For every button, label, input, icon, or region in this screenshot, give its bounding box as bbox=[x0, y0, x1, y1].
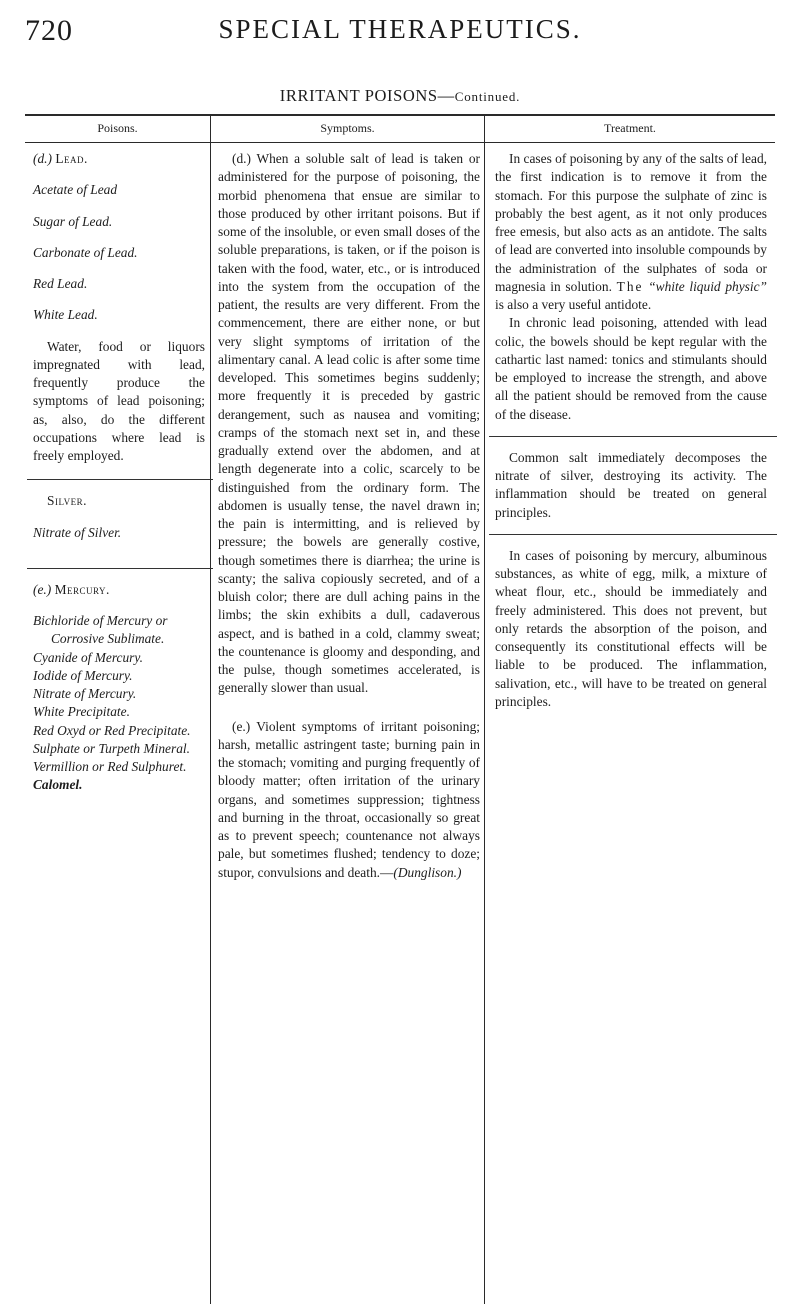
poison-item: Red Lead. bbox=[33, 276, 88, 291]
lead-treatment-acute bbox=[495, 150, 767, 314]
mercury-symptoms-source: (Dunglison.) bbox=[393, 864, 462, 880]
mercury-symptoms-text: (e.) Violent symptoms of irritant poisoning; harsh, metallic astringent taste; burning pain in the stomach; vomiting and purging frequently of bloody matter; often irritation of the urinary organs, and sometimes suppression; tightness and burning in the throat, occasionally so great as to prevent speech; countenance not always pale, but sometimes flushed; tendency to doze; stupor, convulsions and death.— bbox=[218, 718, 480, 880]
mercury-heading bbox=[33, 581, 205, 599]
column-divider-1 bbox=[210, 114, 211, 1304]
silver-mercury-divider bbox=[27, 568, 213, 569]
running-title: SPECIAL THERAPEUTICS. bbox=[218, 14, 582, 44]
poison-item: Red Oxyd or Red Precipitate. bbox=[33, 722, 191, 738]
lead-heading-text: Lead. bbox=[55, 151, 88, 166]
page-number: 720 bbox=[25, 14, 73, 47]
lead-silver-divider bbox=[27, 479, 213, 480]
white-liquid-physic: “white liquid physic” bbox=[648, 278, 767, 294]
lead-symptoms: (d.) When a soluble salt of lead is taken or administered for the purpose of poisoning, the morbid phenomena that ensue are similar to those produced by other irritant poisons. But if some of the insoluble, or even small doses of the soluble preparations, is taken, or if the poison is taken with the food, water, etc., or is introduced into the system from the occupation of the patient, the results are very different. From the commencement, there are either none, or but very slight symptoms of irritation of the alimentary canal. A lead colic is after some time developed. This sometimes begins suddenly; more frequently it is preceded by gastric derangement, such as nausea and vomiting; cramps of the stomach next set in, and these gradually extend over the abdomen, and at length degenerate into a colic, scarcely to be distinguished from the ordinary form. The abdomen is usually tense, the navel drawn in; the pain is intermitting, and is relieved by pressure; the bowels are generally costive, though sometimes there is diarrhea; the urine is scanty; the saliva copiously secreted, and of a bluish color; there are dull aching pains in the limbs; the skin exhibits a dull, cadaverous aspect, and is bathed in a cold, clammy sweat; the countenance is gloomy and desponding, and the pulse, though sometimes accelerated, is generally slower than usual. bbox=[218, 151, 480, 696]
silver-treatment: Common salt immediately decomposes the nitrate of silver, destroying its activity. The inflammation should be treated on general principles. bbox=[495, 449, 767, 520]
lead-treatment-text-end: is also a very useful antidote. bbox=[495, 297, 652, 312]
poison-item: Sulphate or Turpeth Mineral. bbox=[33, 740, 190, 756]
poison-item: Cyanide of Mercury. bbox=[33, 649, 143, 665]
lead-treatment-chronic: In chronic lead poisoning, attended with lead colic, the bowels should be kept regular with the cathartic last named: tonics and stimulants should be employed to increase the strength, and above all the patient should be removed from the cause of the disease. bbox=[495, 315, 767, 422]
treatment-column bbox=[495, 150, 767, 711]
mercury-symptoms bbox=[218, 718, 480, 882]
table-title-main: IRRITANT POISONS— bbox=[279, 86, 455, 105]
poison-item: Iodide of Mercury. bbox=[33, 667, 133, 683]
poison-item: White Precipitate. bbox=[33, 704, 130, 720]
silver-heading: Silver. bbox=[47, 493, 87, 509]
lead-label: (d.) bbox=[33, 151, 52, 166]
treatment-silver-divider bbox=[489, 436, 777, 437]
poison-item: White Lead. bbox=[33, 307, 98, 323]
mercury-heading-text: Mercury. bbox=[54, 581, 110, 597]
symptoms-column bbox=[218, 150, 480, 882]
treatment-mercury-divider bbox=[489, 534, 777, 535]
table-head-rule bbox=[25, 142, 775, 143]
poisons-column bbox=[33, 150, 205, 795]
mercury-treatment: In cases of poisoning by mercury, albuminous substances, as white of egg, milk, a mixture of wheat flour, etc., should be immediately and freely administered. This does not prevent, but only retards the absorption of the poison, and consequently its constitutional effects will be liable to be produced. The inflammation, salivation, etc., will have to be treated on general principles. bbox=[495, 547, 767, 709]
treatment-column-header: Treatment. bbox=[604, 121, 656, 135]
poison-item: Nitrate of Silver. bbox=[33, 524, 122, 540]
poison-item: Carbonate of Lead. bbox=[33, 244, 138, 260]
lead-heading bbox=[33, 150, 205, 168]
poison-item: Vermillion or Red Sulphuret. bbox=[33, 759, 187, 774]
poison-item: Nitrate of Mercury. bbox=[33, 686, 137, 701]
poison-item: Calomel. bbox=[33, 777, 83, 793]
table-top-rule bbox=[25, 114, 775, 116]
mercury-label: (e.) bbox=[33, 581, 52, 597]
lead-occupational-note: Water, food or liquors impregnated with lead, frequently produce the symptoms of lead poisoning; as, also, do the different occupations where lead is freely employed. bbox=[33, 338, 205, 463]
poisons-column-header: Poisons. bbox=[97, 121, 138, 135]
symptoms-column-header: Symptoms. bbox=[320, 121, 375, 135]
lead-treatment-text: In cases of poisoning by any of the salts of lead, the first indication is to remove it from the stomach. For this purpose the sulphate of zinc is probably the best agent, as it not only produces free emesis, but also acts as an antidote. The salts of lead are converted into insoluble compounds by the administration of the sulphates of soda or magnesia in solution. bbox=[495, 151, 767, 294]
poison-item: Acetate of Lead bbox=[33, 182, 118, 198]
poison-item: Bichloride of Mercury or Corrosive Sublimate. bbox=[33, 613, 168, 647]
column-divider-2 bbox=[484, 114, 485, 1304]
table-title-continued: Continued. bbox=[454, 89, 521, 104]
table-title bbox=[0, 86, 800, 106]
poison-item: Sugar of Lead. bbox=[33, 213, 113, 229]
lead-treatment-the: The bbox=[616, 278, 644, 294]
